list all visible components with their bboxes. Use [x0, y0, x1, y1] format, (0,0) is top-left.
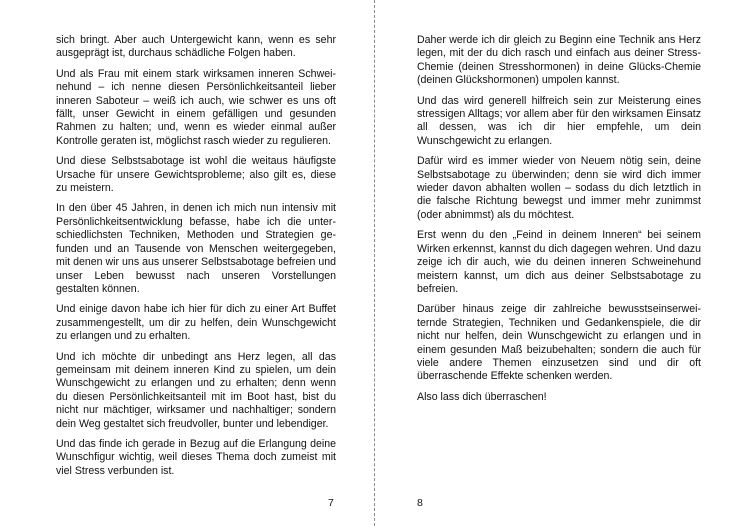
paragraph: Und ich möchte dir unbedingt ans Herz legen, all das gemeinsam mit deinem inneren Kind zu spielen, um dein Wunschgewicht zu erlangen und zu erhalten; denn wenn du diesen Persönlichkeitsanteil mit im Boot hast, bist du nicht nur mächtiger, wirksamer und nachhaltiger; sondern dein Weg gestaltet sich freudvoller, bunter und lebendiger.: [56, 350, 336, 430]
paragraph: Darüber hinaus zeige dir zahlreiche bewusstseinserweiternde Strategien, Techniken und Gedankenspiele, die dir nicht nur helfen, dein Wunschgewicht zu erlangen und in einem gesunden Maß beizubehalten; sondern die auch für viele andere Themen einzusetzen sind und dir oft überraschende Effekte schenken werden.: [417, 303, 701, 383]
paragraph: Und einige davon habe ich hier für dich zu einer Art Buffet zusammengestellt, um dir zu helfen, dein Wunschgewicht zu erlangen und zu erhalten.: [56, 303, 336, 343]
paragraph: sich bringt. Aber auch Untergewicht kann, wenn es sehr ausgeprägt ist, durchaus schädliche Folgen haben.: [56, 34, 336, 60]
left-page-text: [56, 34, 336, 485]
paragraph: Daher werde ich dir gleich zu Beginn eine Technik ans Herz legen, mit der du dich rasch und einfach aus deiner Stress-Chemie (deinen Stresshormonen) in deine Glücks-Chemie (deinen Glückshormonen) umpolen kannst.: [417, 34, 701, 87]
paragraph: Also lass dich überraschen!: [417, 390, 547, 403]
paragraph: Und das finde ich gerade in Bezug auf die Erlangung deine Wunschfigur wichtig, weil dieses Thema doch zumeist mit viel Stress verbunden ist.: [56, 437, 336, 477]
paragraph: Erst wenn du den „Feind in deinem Inneren“ bei seinem Wirken erkennst, kannst du dich dagegen wehren. Und dazu zeige ich dir auch, wie du deinen inneren Schweinehund meistern kannst, um dich aus deiner Selbstsabotage zu befreien.: [417, 229, 701, 295]
right-page-text: [417, 34, 701, 411]
page-number-left: 7: [328, 497, 334, 509]
page-number-right: 8: [417, 497, 423, 509]
paragraph: In den über 45 Jahren, in denen ich mich nun intensiv mit Persönlichkeitsentwicklung befasse, habe ich die unterschiedlichsten Techniken, Methoden und Strategien gefunden und an Tausende von Menschen weitergegeben, mit denen wir uns aus unserer Selbstsabotage befreien und unser Leben bewusst nach unseren Vorstellungen gestalten können.: [56, 202, 336, 295]
paragraph: Und diese Selbstsabotage ist wohl die weitaus häufigste Ursache für unsere Gewichtsprobleme; also gilt es, diese zu meistern.: [56, 155, 336, 195]
paragraph: Und als Frau mit einem stark wirksamen inneren Schweinehund – ich nenne diesen Persönlichkeitsanteil lieber inneren Saboteur – weiß ich auch, wie schwer es uns oft fällt, unser Gewicht in einem gefälligen und gesunden Rahmen zu halten; und, wenn es wieder einmal außer Kontrolle geraten ist, möglichst rasch wieder zu regulieren.: [56, 67, 336, 147]
page-gutter-divider: [374, 0, 375, 526]
right-page: [376, 0, 750, 526]
paragraph: Und das wird generell hilfreich sein zur Meisterung eines stressigen Alltags; vor allem aber für den wirksamen Einsatz all dessen, was ich dir hier empfehle, um dein Wunschgewicht zu erlangen.: [417, 94, 701, 147]
paragraph: Dafür wird es immer wieder von Neuem nötig sein, deine Selbstsabotage zu überwinden; denn sie wird dich immer wieder davon abhalten wollen – sodass du dich letztlich in die falsche Richtung bewegst und immer mehr zunimmst (oder abnimmst) als du möchtest.: [417, 155, 701, 221]
